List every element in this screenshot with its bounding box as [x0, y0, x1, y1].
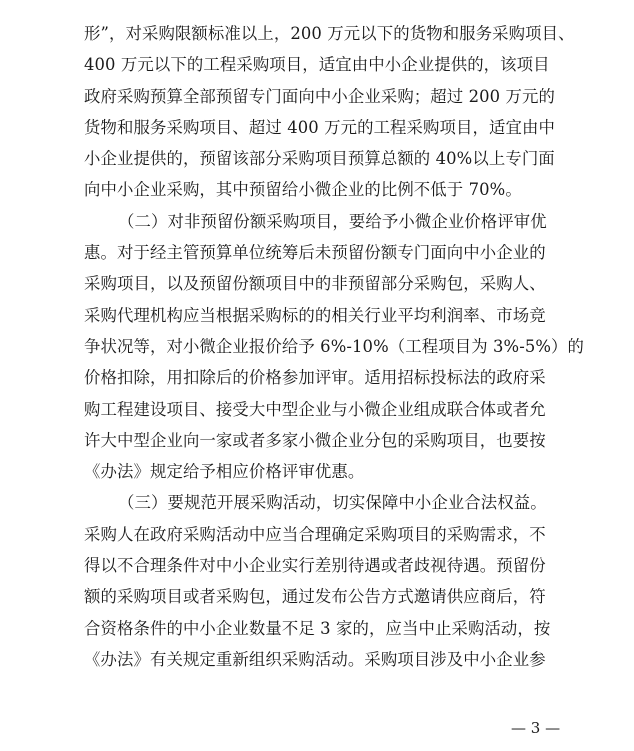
text-line: 购工程建设项目、接受大中型企业与小微企业组成联合体或者允 — [84, 399, 546, 419]
section-heading-2: （二）对非预留份额采购项目，要给予小微企业价格评审优 — [118, 211, 547, 231]
page-number: — 3 — — [511, 719, 561, 737]
text-line: 合资格条件的中小企业数量不足 3 家的，应当中止采购活动，按 — [84, 618, 551, 638]
text-line: 《办法》规定给予相应价格评审优惠。 — [84, 462, 365, 482]
text-line: 许大中型企业向一家或者多家小微企业分包的采购项目，也要按 — [84, 430, 546, 450]
text-line: 采购代理机构应当根据采购标的的相关行业平均利润率、市场竞 — [84, 305, 546, 325]
text-line: 惠。对于经主管预算单位统筹后未预留份额专门面向中小企业的 — [84, 243, 546, 263]
text-line: 额的采购项目或者采购包，通过发布公告方式邀请供应商后，符 — [84, 587, 546, 607]
text-line: 《办法》有关规定重新组织采购活动。采购项目涉及中小企业参 — [84, 649, 546, 669]
text-line: 采购项目，以及预留份额项目中的非预留部分采购包，采购人、 — [84, 274, 546, 294]
text-line: 货物和服务采购项目、超过 400 万元的工程采购项目，适宜由中 — [84, 117, 555, 137]
text-line: 价格扣除，用扣除后的价格参加评审。适用招标投标法的政府采 — [84, 368, 546, 388]
text-line: 形”，对采购限额标准以上，200 万元以下的货物和服务采购项目、 — [84, 24, 575, 43]
text-line: 采购人在政府采购活动中应当合理确定采购项目的采购需求，不 — [84, 524, 546, 544]
text-line: 争状况等，对小微企业报价给予 6%-10%（工程项目为 3%-5%）的 — [84, 336, 585, 356]
text-line: 得以不合理条件对中小企业实行差别待遇或者歧视待遇。预留份 — [84, 556, 546, 576]
text-line: 向中小企业采购，其中预留给小微企业的比例不低于 70%。 — [84, 180, 522, 200]
text-line: 政府采购预算全部预留专门面向中小企业采购；超过 200 万元的 — [84, 86, 555, 106]
text-line: 400 万元以下的工程采购项目，适宜由中小企业提供的，该项目 — [84, 55, 550, 75]
section-heading-3: （三）要规范开展采购活动，切实保障中小企业合法权益。 — [118, 493, 547, 513]
body-text — [84, 18, 585, 675]
text-line: 小企业提供的，预留该部分采购项目预算总额的 40%以上专门面 — [84, 149, 555, 169]
